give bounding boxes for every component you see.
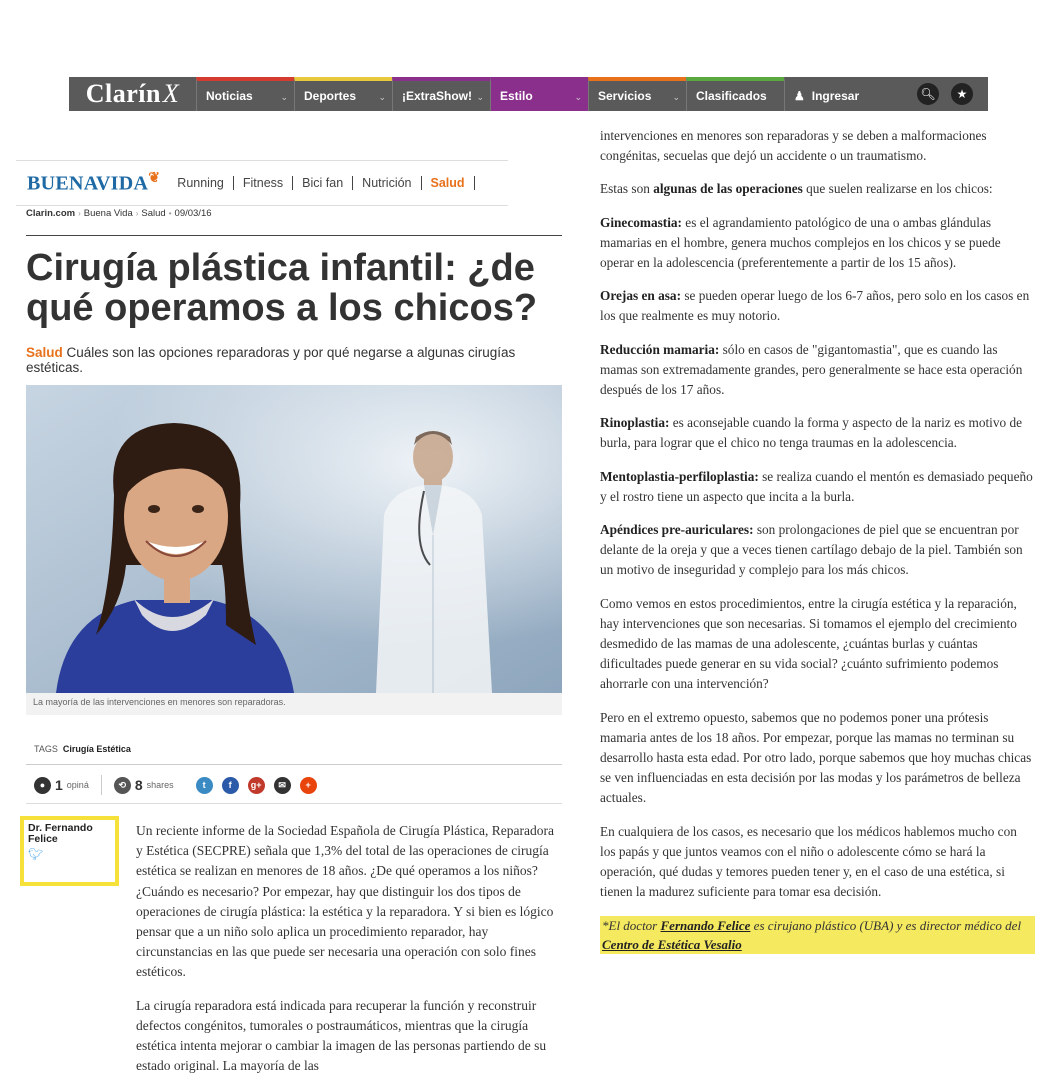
body-paragraph: Como vemos en estos procedimientos, entre la cirugía estética y la reparación, hay intervenciones que son necesarias. Si tomamos el ejemplo del crecimiento desmedido de las mamas de una adolescente, ¿cuántas burlas y cuántas dificultades puede generar en su vida social? ¿cuánto sufrimiento podemos ahorrarle con una intervención? [600, 595, 1017, 692]
bv-link-running[interactable]: Running [168, 176, 234, 190]
operation-text: son prolongaciones de piel que se encuentran por delante de la oreja y que a veces tienen cartílago debajo de la piel. También son un motivo de inseguridad y complejo para los más chicos. [600, 522, 1023, 578]
divider [26, 803, 562, 804]
buenavida-bar [16, 160, 508, 206]
operation-name: Apéndices pre-auriculares: [600, 522, 754, 538]
body-paragraph: Pero en el extremo opuesto, sabemos que no podemos poner una prótesis mamaria antes de los 18 años. Por empezar, porque las mamas no terminan su desarrollo hasta esta edad. Por otro lado, porque sabemos que hoy muchas chicas se ven influenciadas en esta decisión por las modas y los parámetros de belleza actuales. [600, 709, 1032, 806]
comments-label[interactable]: opiná [66, 780, 89, 790]
logo-part: VIDA [95, 172, 149, 195]
twitter-bird-icon[interactable]: 🐦︎ [28, 847, 44, 861]
operation-item [600, 520, 1035, 581]
operation-item [600, 286, 1035, 326]
divider [26, 235, 562, 236]
swoosh-icon: ❦ [148, 171, 161, 187]
logo-part: BUENA [27, 172, 96, 195]
shares-count: 8 [134, 777, 143, 793]
author-name: Dr. Fernando Felice [28, 822, 93, 845]
section-tag[interactable]: Salud [26, 345, 63, 360]
article-photo [26, 385, 562, 693]
body-paragraph: intervenciones en menores son reparadoras y se deben a malformaciones congénitas, secuelas que dejó un accidente o un traumatismo. [600, 128, 987, 164]
operation-name: Mentoplastia-perfiloplastia: [600, 468, 759, 484]
text-part: Estas son [600, 181, 654, 197]
author-footnote [600, 916, 1035, 954]
logo-text: Clarín [85, 79, 161, 108]
bv-link-nutricion[interactable]: Nutrición [353, 176, 421, 190]
bv-link-bicifan[interactable]: Bici fan [293, 176, 353, 190]
logo-mark: X [162, 79, 180, 108]
text-part: que suelen realizarse en los chicos: [802, 181, 993, 197]
chevron-down-icon: ⌄ [280, 92, 288, 102]
photo-illustration [26, 385, 562, 693]
chevron-down-icon: ⌄ [378, 92, 386, 102]
operation-item [600, 467, 1035, 507]
body-paragraph: En cualquiera de los casos, es necesario que los médicos hablemos mucho con los papás y que juntos veamos con el niño o adolescente cómo se hará la operación, qué dudas y temores pueden tener y, en el caso de una estética, si tienen la madurez suficiente para tomar esa decisión. [600, 823, 1017, 900]
nav-label: Noticias [206, 89, 253, 103]
bv-link-salud[interactable]: Salud [422, 176, 475, 190]
shares-label: shares [146, 780, 174, 790]
nav-label: ¡ExtraShow! [402, 89, 473, 103]
bv-link-fitness[interactable]: Fitness [234, 176, 293, 190]
googleplus-icon[interactable]: g+ [248, 777, 265, 794]
buenavida-logo[interactable] [27, 170, 160, 196]
chevron-down-icon: ⌄ [476, 92, 484, 102]
star-icon: ★ [956, 86, 968, 101]
text-part: es cirujano plástico (UBA) y es director médico del [750, 917, 1022, 933]
chevron-down-icon: ⌄ [574, 92, 582, 102]
operation-text: sólo en casos de "gigantomastia", que es cuando las mamas son extremadamente grandes, pero generalmente se hace esta operación después de los 17 años. [600, 341, 1023, 398]
nav-item-deportes[interactable] [294, 77, 392, 111]
subtitle-text: Cuáles son las opciones reparadoras y por qué negarse a algunas cirugías estéticas. [26, 345, 516, 375]
body-paragraph: La cirugía reparadora está indicada para recuperar la función y reconstruir defectos congénitos, tumorales o postraumáticos, mientras que la cirugía estética intenta mejorar o cambiar la imagen de las personas partiendo de su estado original. La mayoría de las [136, 997, 547, 1074]
nav-item-estilo[interactable] [490, 77, 588, 111]
nav-item-servicios[interactable] [588, 77, 686, 111]
share-icon: ⟲ [114, 777, 131, 794]
article-date: 09/03/16 [174, 208, 212, 219]
login-label: Ingresar [811, 89, 860, 103]
twitter-icon[interactable]: t [196, 777, 213, 794]
clarin-logo[interactable] [69, 77, 196, 111]
breadcrumb-section[interactable]: Buena Vida [83, 208, 133, 219]
text-part: algunas de las operaciones [653, 181, 803, 197]
text-part: *El doctor [602, 917, 661, 933]
article-right-column [600, 126, 1035, 954]
divider [26, 764, 562, 765]
author-box[interactable] [20, 816, 119, 886]
operation-item [600, 213, 1035, 274]
breadcrumb-site[interactable]: Clarin.com [26, 208, 76, 219]
author-link[interactable]: Fernando Felice [660, 917, 751, 933]
facebook-icon[interactable]: f [222, 777, 239, 794]
operation-text: se realiza cuando el mentón es demasiado pequeño y el rostro tiene un aspecto que incita a la burla. [600, 468, 1033, 504]
operation-text: es el agrandamiento patológico de una o ambas glándulas mamarias en el hombre, genera muchos complejos en los chicos y se puede operar en la adolescencia (preferentemente a partir de los 15 años). [600, 214, 1001, 271]
login-button[interactable] [784, 77, 906, 111]
operation-text: se pueden operar luego de los 6-7 años, pero solo en los casos en los que realmente es muy notorio. [600, 288, 1030, 324]
article-title: Cirugía plástica infantil: ¿de qué operamos a los chicos? [26, 247, 538, 329]
favorites-button[interactable] [951, 83, 973, 105]
operation-name: Reducción mamaria: [600, 341, 720, 357]
body-paragraph: Un reciente informe de la Sociedad Española de Cirugía Plástica, Reparadora y Estética (SECPRE) señala que 1,3% del total de las operaciones de cirugía estética se realizan en menores de 18 años. ¿De qué operamos a los niños? ¿Cuándo es necesario? Por empezar, hay que distinguir los dos tipos de operaciones de cirugía plástica: la estética y la reparadora. Y si bien es lógico pensar que a un niño solo aplica un procedimiento reparador, hay circunstancias en las que puede ser necesaria una operación con solo fines estéticos. [136, 823, 554, 980]
operation-text: es aconsejable cuando la forma y aspecto de la nariz es motivo de burla, para lograr que el chico no tenga traumas en la adolescencia. [600, 415, 1023, 451]
nav-label: Clasificados [696, 89, 767, 103]
tags-label: TAGS [34, 744, 58, 754]
breadcrumb-subsection[interactable]: Salud [141, 208, 166, 219]
search-icon: 🔍︎ [920, 86, 936, 101]
nav-item-noticias[interactable] [196, 77, 294, 111]
nav-label: Servicios [598, 89, 652, 103]
chevron-down-icon: ⌄ [672, 92, 680, 102]
user-icon: ♟ [794, 89, 805, 103]
social-bar [34, 774, 317, 796]
operation-name: Ginecomastia: [600, 214, 682, 230]
comments-count: 1 [55, 777, 63, 793]
nav-label: Deportes [304, 89, 357, 103]
operation-name: Rinoplastia: [600, 415, 670, 431]
operation-name: Orejas en asa: [600, 288, 682, 304]
operation-item [600, 340, 1035, 401]
breadcrumb: Clarin.com › Buena Vida › Salud • 09/03/16 [26, 208, 212, 219]
search-button[interactable] [917, 83, 939, 105]
nav-label: Estilo [500, 89, 533, 103]
nav-item-extrashow[interactable] [392, 77, 490, 111]
center-link[interactable]: Centro de Estética Vesalio [602, 936, 742, 952]
operations-intro [600, 179, 1035, 199]
divider [101, 775, 102, 795]
tag-link[interactable]: Cirugía Estética [62, 744, 131, 754]
article-subtitle [26, 345, 562, 375]
article-body-left [136, 821, 562, 1087]
email-icon[interactable]: ✉ [274, 777, 291, 794]
nav-item-clasificados[interactable] [686, 77, 784, 111]
comment-icon[interactable]: ● [34, 777, 51, 794]
more-icon[interactable]: + [300, 777, 317, 794]
top-navigation [69, 77, 988, 111]
photo-caption: La mayoría de las intervenciones en menores son reparadoras. [26, 693, 562, 715]
tags-row [34, 744, 131, 754]
operation-item [600, 413, 1035, 453]
